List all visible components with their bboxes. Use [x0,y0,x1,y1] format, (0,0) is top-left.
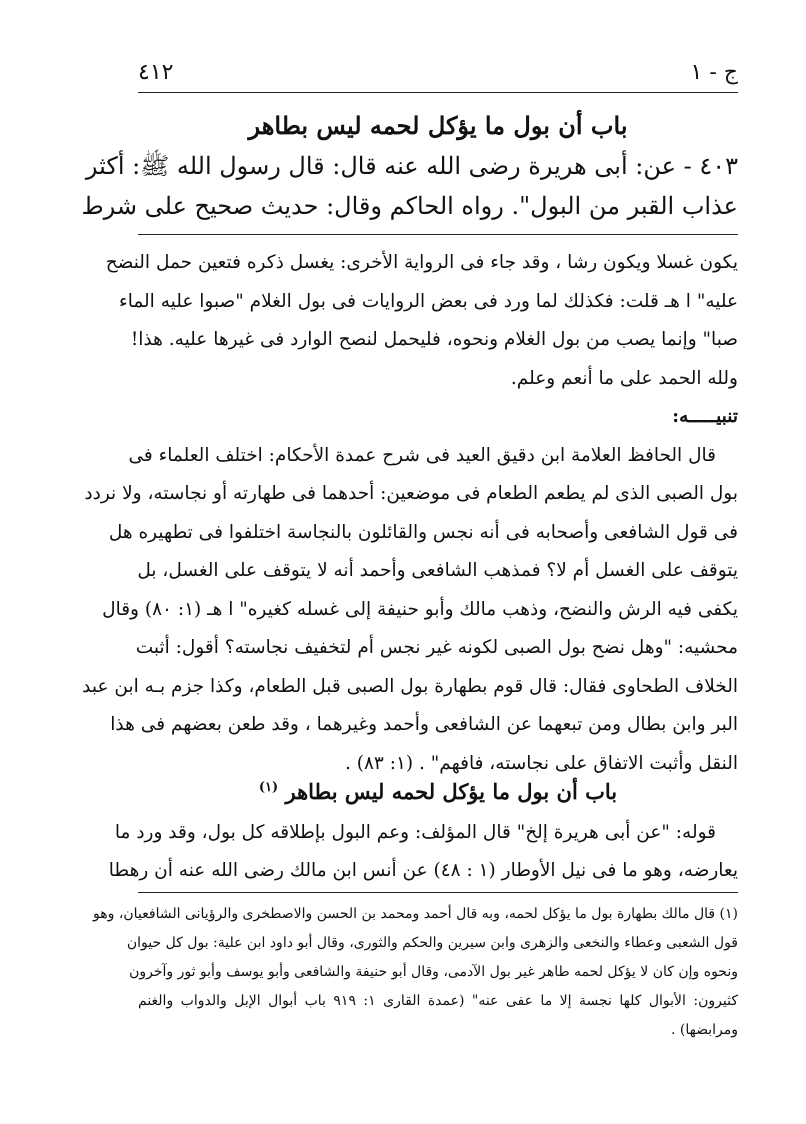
notice-line: يكفى فيه الرش والنضح، وذهب مالك وأبو حنيفة إلى غسله كغيره" ا هـ (١: ٨٠) وقال [102,598,738,620]
footnote-marker: (١) [258,780,279,795]
notice-line: يتوقف على الغسل أم لا؟ فمذهب الشافعى وأحمد أنه لا يتوقف على الغسل، بل [137,560,738,581]
hadith-text [81,146,738,226]
commentary-line: عليه" ا هـ قلت: فكذلك لما ورد فى بعض الروايات فى بول الغلام "صبوا عليه الماء [119,290,738,312]
commentary2-line: يعارضه، وهو ما فى نيل الأوطار (١ : ٤٨) عن أنس ابن مالك رضى الله عنه أن رهطا [108,860,738,881]
running-header [138,55,738,89]
notice-line: بول الصبى الذى لم يطعم الطعام فى موضعين: أحدهما فى طهارته أو نجاسته، ولا نردد [84,483,738,504]
subtitle-text: باب أن بول ما يؤكل لحمه ليس بطاهر [285,779,618,804]
notice-line: البر وابن بطال ومن تبعهما عن الشافعى وأحمد وغيرهما ، وقد طعن بعضهم فى هذا [110,714,738,735]
header-divider [138,92,738,93]
footnote-line: قول الشعبى وعطاء والنخعى والزهرى وابن سيرين والحكم والثورى، وقال أبو داود ابن علية: بول كل حيوان [126,935,738,951]
page-number: ٤١٢ [138,59,174,85]
footnote-line: ونحوه وإن كان لا يؤكل لحمه طاهر غير بول الآدمى، وقال أبو حنيفة والشافعى وأبو يوسف وأبو ثور وآخرون [129,964,738,980]
commentary-line: ولله الحمد على ما أنعم وعلم. [510,367,738,389]
commentary2-line: قوله: "عن أبى هريرة إلخ" قال المؤلف: وعم البول بإطلاقه كل بول، وقد ورد ما [114,822,716,843]
footnote-divider [138,892,738,893]
commentary-block [82,244,738,783]
hadith-line: عذاب القبر من البول". رواه الحاكم وقال: حديث صحيح على شرط [81,192,738,220]
notice-heading: تنبيـــــه: [672,406,738,427]
chapter-title: باب أن بول ما يؤكل لحمه ليس بطاهر [248,111,628,140]
footnote-line: كثيرون: الأبوال كلها نجسة إلا ما عفى عنه" (عمدة القارى ١: ٩١٩ باب أبوال الإبل والدواب والغنم [138,993,738,1009]
volume-label: ج - ١ [690,59,738,85]
notice-line: محشيه: "وهل نضح بول الصبى لكونه غير نجس أم لتخفيف نجاسته؟ أقول: أثبت [135,637,738,658]
hadith-line: ٤٠٣ - عن: أبى هريرة رضى الله عنه قال: قال رسول الله ﷺ: أكثر [85,152,738,180]
footnote-line: ومرابضها) . [671,1022,738,1038]
commentary-line: صبا" وإنما يصب من بول الغلام ونحوه، فليحمل لنصح الوارد فى غيرها عليه. هذا! [130,329,738,350]
commentary-line: يكون غسلا ويكون رشا ، وقد جاء فى الرواية الأخرى: يغسل ذكره فتعين حمل النضح [105,252,738,273]
notice-line: الخلاف الطحاوى فقال: قال قوم بطهارة بول الصبى قبل الطعام، وكذا جزم بـه ابن عبد [82,675,738,697]
section-subtitle [138,770,738,810]
footnotes-block [93,900,738,1045]
commentary-block-2 [108,814,738,890]
notice-line: النقل وأثبت الاتفاق على نجاسته، فافهم" . (١: ٨٣) . [344,752,738,774]
notice-line: فى قول الشافعى وأصحابه فى أنه نجس والقائلون بالنجاسة اختلفوا فى تطهيره هل [108,521,738,543]
text-commentary-divider [138,234,738,235]
notice-line: قال الحافظ العلامة ابن دقيق العيد فى شرح عمدة الأحكام: اختلف العلماء فى [128,444,716,466]
footnote-line: (١) قال مالك بطهارة بول ما يؤكل لحمه، وبه قال أحمد ومحمد بن الحسن والاصطخرى والرؤيانى الشافعيان، وهو [93,906,738,922]
